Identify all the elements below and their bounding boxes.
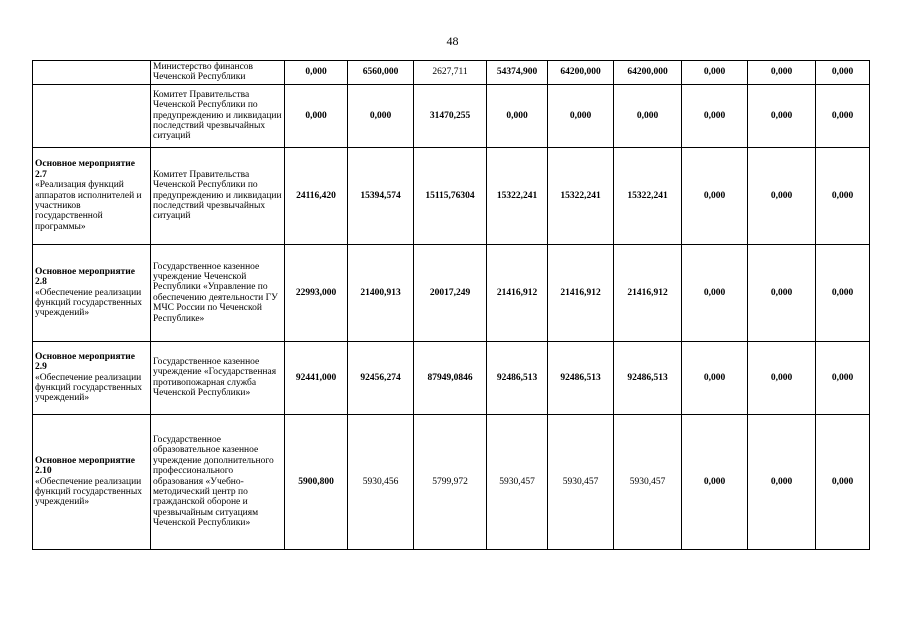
measure-title: Основное мероприятие 2.7 [35,159,135,180]
value-cell: 15394,574 [348,147,414,244]
table-row [33,341,870,414]
value-cell: 0,000 [748,147,816,244]
value-cell: 0,000 [682,414,748,549]
value-cell: 0,000 [816,61,870,85]
value-cell: 92486,513 [548,341,614,414]
value-cell: 64200,000 [548,61,614,85]
value-cell: 92486,513 [614,341,682,414]
value-cell: 54374,900 [487,61,548,85]
value-cell: 0,000 [748,61,816,85]
value-cell: 15322,241 [487,147,548,244]
measure-description: «Обеспечение реализации функций государственных учреждений» [35,372,143,404]
table-row [33,84,870,147]
measure-description: «Обеспечение реализации функций государственных учреждений» [35,476,143,508]
value-cell: 87949,0846 [414,341,487,414]
value-cell: 5930,457 [548,414,614,549]
value-cell: 0,000 [816,341,870,414]
executor-cell: Государственное казенное учреждение «Государственная противопожарная служба Чеченской Республики» [151,341,285,414]
value-cell: 0,000 [748,341,816,414]
executor-cell: Комитет Правительства Чеченской Республики по предупреждению и ликвидации последствий чрезвычайных ситуаций [151,147,285,244]
value-cell: 0,000 [285,84,348,147]
value-cell: 15322,241 [614,147,682,244]
value-cell: 0,000 [285,61,348,85]
page-number: 48 [446,34,459,48]
value-cell: 0,000 [614,84,682,147]
table-row [33,61,870,85]
value-cell: 92441,000 [285,341,348,414]
measure-cell [33,61,151,85]
value-cell: 2627,711 [414,61,487,85]
value-cell: 0,000 [682,341,748,414]
measure-cell [33,244,151,341]
value-cell: 5930,456 [348,414,414,549]
table-row [33,147,870,244]
measure-cell [33,414,151,549]
measure-cell [33,147,151,244]
value-cell: 0,000 [682,61,748,85]
value-cell: 0,000 [348,84,414,147]
value-cell: 0,000 [748,414,816,549]
value-cell: 64200,000 [614,61,682,85]
executor-cell: Министерство финансов Чеченской Республики [151,61,285,85]
value-cell: 0,000 [816,84,870,147]
value-cell: 0,000 [682,244,748,341]
value-cell: 21400,913 [348,244,414,341]
value-cell: 0,000 [816,414,870,549]
value-cell: 5799,972 [414,414,487,549]
value-cell: 0,000 [748,244,816,341]
executor-cell: Комитет Правительства Чеченской Республики по предупреждению и ликвидации последствий чрезвычайных ситуаций [151,84,285,147]
value-cell: 0,000 [816,244,870,341]
value-cell: 21416,912 [487,244,548,341]
value-cell: 22993,000 [285,244,348,341]
value-cell: 6560,000 [348,61,414,85]
measure-description: «Обеспечение реализации функций государственных учреждений» [35,287,143,319]
value-cell: 15115,76304 [414,147,487,244]
value-cell: 0,000 [487,84,548,147]
value-cell: 5930,457 [614,414,682,549]
value-cell: 0,000 [682,84,748,147]
value-cell: 5930,457 [487,414,548,549]
value-cell: 5900,800 [285,414,348,549]
value-cell: 31470,255 [414,84,487,147]
table-row [33,414,870,549]
table-row [33,244,870,341]
executor-cell: Государственное казенное учреждение Чеченской Республики «Управление по обеспечению деятельности ГУ МЧС России по Чеченской Республике» [151,244,285,341]
value-cell: 24116,420 [285,147,348,244]
value-cell: 92486,513 [487,341,548,414]
value-cell: 21416,912 [548,244,614,341]
measure-cell [33,341,151,414]
executor-cell: Государственное образовательное казенное учреждение дополнительного профессионального образования «Учебно-методический центр по гражданской обороне и чрезвычайным ситуациям Чеченской Республики» [151,414,285,549]
measure-title: Основное мероприятие 2.8 [35,266,135,288]
measure-title: Основное мероприятие 2.9 [35,351,135,373]
measure-description: «Реализация функций аппаратов исполнителей и участников государственной программы» [35,180,142,232]
measure-title: Основное мероприятие 2.10 [35,455,135,477]
value-cell: 15322,241 [548,147,614,244]
value-cell: 0,000 [748,84,816,147]
value-cell: 0,000 [548,84,614,147]
value-cell: 92456,274 [348,341,414,414]
budget-table [32,60,870,550]
value-cell: 21416,912 [614,244,682,341]
table-body [33,61,870,550]
value-cell: 0,000 [816,147,870,244]
value-cell: 0,000 [682,147,748,244]
measure-cell [33,84,151,147]
value-cell: 20017,249 [414,244,487,341]
